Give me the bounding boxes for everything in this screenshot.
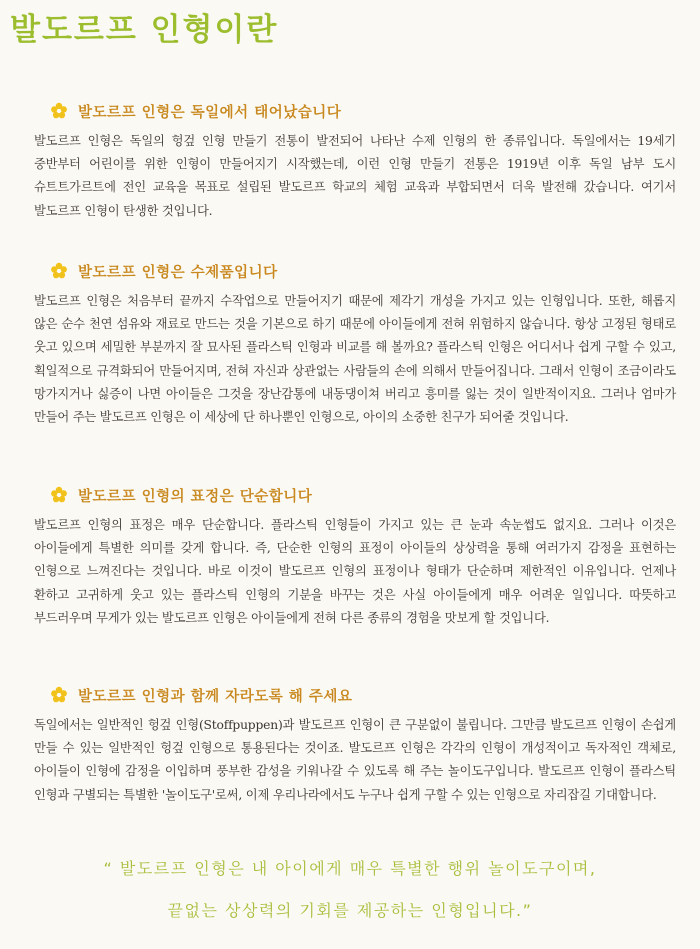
- section-body: 발도르프 인형은 처음부터 끝까지 수작업으로 만들어지기 때문에 제각기 개성을 가지고 있는 인형입니다. 또한, 해롭지 않은 순수 천연 섬유와 재료로 만드는 것을 기본으로 하기 때문에 아이들에게 전혀 위험하지 않습니다. 항상 고정된 형태로 웃고 있으며 세밀한 부분까지 잘 묘사된 플라스틱 인형과 비교를 해 볼까요? 플라스틱 인형은 어디서나 쉽게 구할 수 있고, 획일적으로 규격화되어 만들어지며, 전혀 자신과 상관없는 사람들의 손에 의해서 만들어집니다. 그래서 인형이 조금이라도 망가지거나 싫증이 나면 아이들은 그것을 장난감통에 내동댕이쳐 버리고 흥미를 잃는 것이 일반적이지요. 그러나 엄마가 만들어 주는 발도르프 인형은 이 세상에 단 하나뿐인 인형으로, 아이의 소중한 친구가 되어줄 것입니다.: [34, 294, 676, 425]
- section-body: 발도르프 인형은 독일의 헝겊 인형 만들기 전통이 발전되어 나타난 수제 인형의 한 종류입니다. 독일에서는 19세기 중반부터 어린이를 위한 인형이 만들어지기 시작했는데, 이런 인형 만들기 전통은 1919년 이후 독일 남부 도시 슈트트가르트에 전인 교육을 목표로 설립된 발도르프 학교의 체험 교육과 부합되면서 더욱 발전해 갔습니다. 여기서 발도르프 인형이 탄생한 것입니다.: [34, 134, 676, 218]
- section-body: 독일에서는 일반적인 헝겊 인형(Stoffpuppen)과 발도르프 인형이 큰 구분없이 불립니다. 그만큼 발도르프 인형이 손쉽게 만들 수 있는 일반적인 헝겊 인형으로 통용된다는 것이죠. 발도르프 인형은 각각의 인형이 개성적이고 독자적인 객체로, 아이들이 인형에 감정을 이입하며 풍부한 감성을 키워나갈 수 있도록 해 주는 놀이도구입니다. 발도르프 인형이 플라스틱 인형과 구별되는 특별한 '놀이도구'로써, 이제 우리나라에서도 누구나 쉽게 구할 수 있는 인형으로 자리잡길 기대합니다.: [34, 718, 676, 802]
- section-heading: [50, 98, 676, 124]
- closing-quote-line-2: 끝없는 상상력의 기회를 제공하는 인형입니다.”: [167, 901, 533, 920]
- page-title: 발도르프 인형이란: [10, 12, 279, 48]
- section-heading: [50, 258, 676, 284]
- section-grow-together: [34, 682, 676, 807]
- section-simple-expression: [34, 482, 676, 630]
- section-heading-text: 발도르프 인형은 수제품입니다: [78, 264, 278, 281]
- flower-icon: [50, 262, 68, 280]
- section-born-in-germany: [34, 98, 676, 223]
- section-heading: [50, 682, 676, 708]
- closing-quote-line-1: “ 발도르프 인형은 내 아이에게 매우 특별한 행위 놀이도구이며,: [103, 859, 597, 878]
- section-heading-text: 발도르프 인형과 함께 자라도록 해 주세요: [78, 688, 353, 705]
- flower-icon: [50, 686, 68, 704]
- section-handmade: [34, 258, 676, 429]
- section-body: 발도르프 인형의 표정은 매우 단순합니다. 플라스틱 인형들이 가지고 있는 큰 눈과 속눈썹도 없지요. 그러나 이것은 아이들에게 특별한 의미를 갖게 합니다. 즉, 단순한 인형의 표정이 아이들의 상상력을 통해 여러가지 감정을 표현하는 인형으로 느껴진다는 것입니다. 바로 이것이 발도르프 인형의 표정이나 형태가 단순하며 제한적인 이유입니다. 언제나 환하고 고귀하게 웃고 있는 플라스틱 인형의 기분을 바꾸는 것은 사실 아이들에게 매우 어려운 일입니다. 따뜻하고 부드러우며 무게가 있는 발도르프 인형은 아이들에게 전혀 다른 종류의 경험을 맛보게 할 것입니다.: [34, 518, 676, 625]
- section-heading-text: 발도르프 인형의 표정은 단순합니다: [78, 488, 313, 505]
- section-heading: [50, 482, 676, 508]
- section-heading-text: 발도르프 인형은 독일에서 태어났습니다: [78, 104, 342, 121]
- flower-icon: [50, 486, 68, 504]
- flower-icon: [50, 102, 68, 120]
